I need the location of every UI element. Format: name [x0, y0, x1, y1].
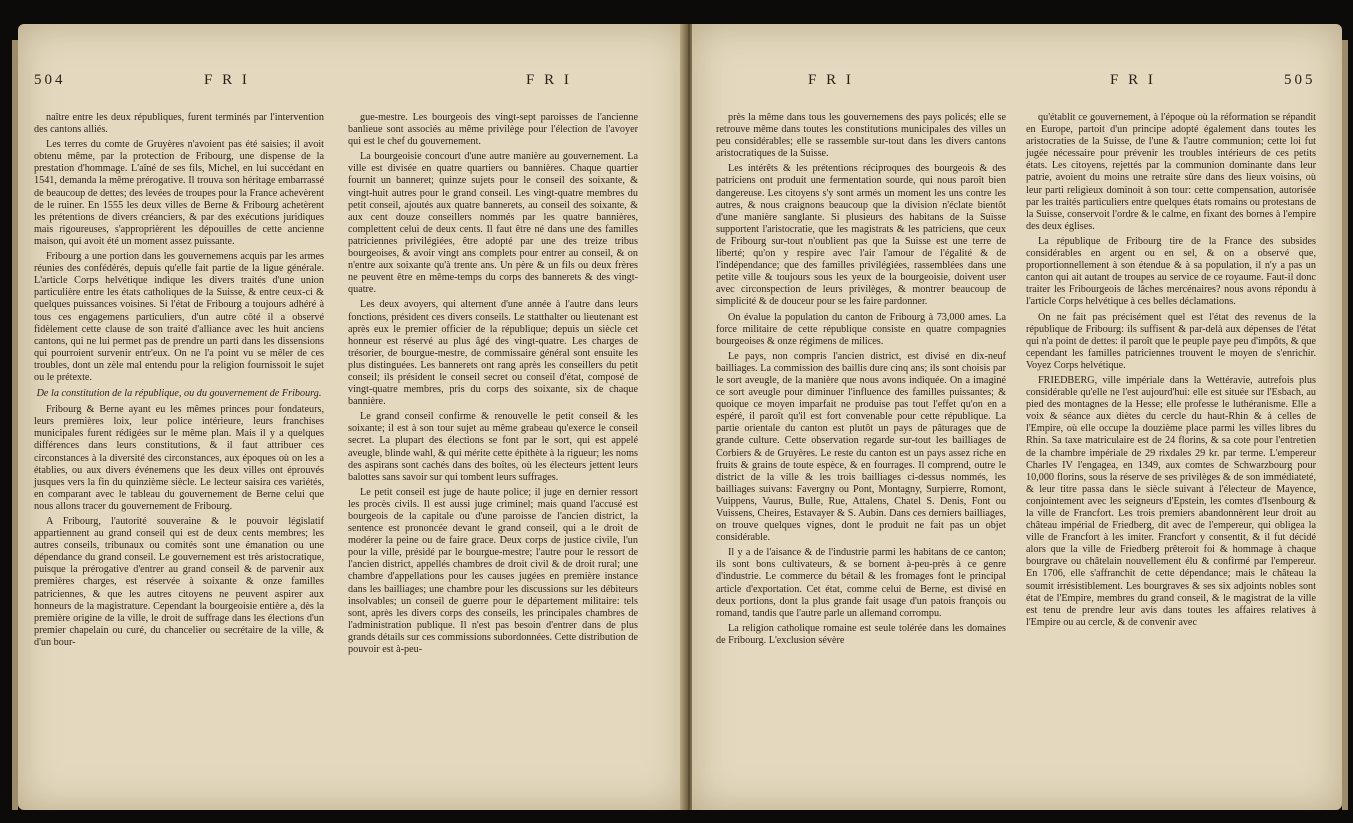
paragraph: FRIEDBERG, ville impériale dans la Wettéravie, autrefois plus considérable qu'elle ne l'est aujourd'hui: elle est située sur l'Esbach, au pied des montagnes de la Hesse; elle professe le luthéranisme. Elle a voix & séance aux diètes du cercle du haut-Rhin & à celles de l'Empire, où elle occupe la douzième place parmi les villes libres du Rhin. Sa taxe matriculaire est de 24 florins, & sa cote pour l'entretien de la chambre impériale de 29 rixdales 29 kr. par terme. L'empereur Charles IV l'engagea, en 1349, aux comtes de Schwarzbourg pour 10,000 florins, sous la réserve de ses privilèges & de son immédiateté, & leur titre passa dans le siècle suivant à l'électeur de Mayence, conjointement avec les seigneurs d'Epstein, les comtes d'Isenbourg & la ville de Francfort. Les trois premiers abandonnèrent leur droit au château impérial de Friedberg, dit avec de l'empereur, qui obligea la ville de Francfort à les imiter. Francfort y consentit, & il fut décidé alors que la ville de Friedberg prêteroit foi & hommage à chaque bourgrave ou châtelain nouvellement élu & confirmé par l'empereur. En 1706, elle s'affranchit de cette dépendance; mais le château la soumit irrésistiblement. Les bourgraves & ses six adjoints nobles sont état de l'Empire, membres du grand conseil, & le magistrat de la ville est tenu de prendre leur avis dans toutes les affaires relatives à l'Empire ou au cercle, & de convenir avec	[1026, 374, 1316, 628]
running-head-left-1: F R I	[204, 72, 250, 88]
right-column-1	[716, 112, 1006, 650]
running-head-left-2: F R I	[526, 72, 572, 88]
paragraph: A Fribourg, l'autorité souveraine & le pouvoir législatif appartiennent au grand conseil qui est de deux cents membres; les autres conseils, tribunaux ou comités sont une émanation ou une dépendance du grand conseil. Le gouvernement est très aristocratique, puisque la prérogative d'entrer au grand conseil & de parvenir aux premières charges, est réservée à soixante & onze familles patriciennes, & que les autres citoyens ne peuvent aspirer aux honneurs de la magistrature. Cependant la bourgeoisie entière a, dès la première origine de la ville, le droit de suffrage dans les élections d'un premier chapelain ou curé, du chancelier ou secrétaire de la ville, & d'un bour-	[34, 516, 324, 648]
paragraph: Les deux avoyers, qui alternent d'une année à l'autre dans leurs fonctions, président ces divers conseils. Le statthalter ou lieutenant est après eux le premier officier de la république; depuis un siècle cet honneur est réservé au plus âgé des vingt-quatre. Les charges de trésorier, de bourgue-mestre, de commissaire général sont ensuite les plus distinguées. Les bannerets ont rang après les conseillers du petit conseil; ils président le conseil secret ou conseil d'état, composé de vingt-quatre membres, pris du corps des soixante, six de chaque bannière.	[348, 299, 638, 408]
page-number-left: 504	[34, 72, 66, 88]
page-number-right: 505	[1284, 72, 1316, 88]
paragraph: Fribourg & Berne ayant eu les mêmes princes pour fondateurs, leurs premières loix, leur police intérieure, leurs franchises municipales furent rédigées sur le même plan. Mais il y a quelques différences dans leurs constitutions, & il faut attribuer ces circonstances à la diversité des circonstances, aux époques où on les a établies, ou aux divers événemens que les deux villes ont éprouvés jusques vers la fin du quinzième siècle. Le lecteur saisira ces variétés, en comparant avec le tableau du gouvernement de Berne celui que nous allons tracer du gouvernement de Fribourg.	[34, 404, 324, 512]
paragraph: On évalue la population du canton de Fribourg à 73,000 ames. La force militaire de cette république consiste en quatre compagnies bourgeoises & onze régimens de milices.	[716, 311, 1006, 347]
section-heading: De la constitution de la république, ou du gouvernement de Fribourg.	[36, 388, 322, 400]
paragraph: gue-mestre. Les bourgeois des vingt-sept paroisses de l'ancienne banlieue sont associés au même privilège pour l'élection de l'avoyer qui est le chef du gouvernement.	[348, 112, 638, 148]
paragraph: Le petit conseil est juge de haute police; il juge en dernier ressort les procès civils. Il est aussi juge criminel; mais quand l'accusé est bourgeois de la capitale ou d'une paroisse de l'ancien district, la sentence est prononcée devant le grand conseil, qui a le droit de modérer la peine ou de faire grace. Deux corps de justice civile, l'un pour la ville, présidé par le bourgue-mestre; l'autre pour le ressort de l'ancien district, appellés chambres de droit civil & de droit rural; une chambre d'appellations pour les causes jugées en première instance dans les bailliages; une chambre pour les discussions sur les débiteurs insolvables; un conseil de guerre pour le département militaire: tels sont, après les divers corps des conseils, les principales chambres de l'administration publique. Il n'est pas besoin d'entrer dans de plus grands détails sur ces commissions subordonnées. Cette distribution de pouvoir est à-peu-	[348, 486, 638, 656]
left-column-1	[34, 112, 324, 652]
paragraph: La religion catholique romaine est seule tolérée dans les domaines de Fribourg. L'exclusion sévère	[716, 622, 1006, 646]
paragraph: Il y a de l'aisance & de l'industrie parmi les habitans de ce canton; ils sont bons cultivateurs, & se bornent à-peu-près à ce genre d'industrie. Le commerce du bétail & les fromages font le principal article d'exportation. Cet état, comme celui de Berne, est divisé en deux portions, dont la plus grande fait usage d'un patois françois ou romand, tandis que l'autre parle un allemand corrompu.	[716, 547, 1006, 619]
paragraph: On ne fait pas précisément quel est l'état des revenus de la république de Fribourg: ils suffisent & par-delà aux dépenses de l'état qui n'a point de dettes: il paroît que le peuple paye peu d'impôts, & que cependant les familles patriciennes trouvent le moyen de s'enrichir. Voyez Corps helvétique.	[1026, 311, 1316, 371]
running-head-right-1: F R I	[808, 72, 854, 88]
paragraph: près la même dans tous les gouvernemens des pays policés; elle se retrouve même dans toutes les constitutions municipales des villes un peu considérables; elle se rassemble sur-tout dans les divers cantons aristocratiques de la Suisse.	[716, 112, 1006, 160]
paragraph: Le pays, non compris l'ancien district, est divisé en dix-neuf bailliages. La commission des baillis dure cinq ans; ils sont choisis par le sort aveugle, de la manière que nous avons indiquée. On a imaginé ce sort aveugle pour diminuer l'influence des familles puissantes; & quoique ce moyen imparfait ne produise pas tout l'effet qu'on en a espéré, il paroît qu'il est fort convenable pour cette république. La partie orientale du canton est plutôt un pays de pâturages que de grande culture. Cette observation regarde sur-tout les bailliages de Corbiers & de Gruyères. Le reste du canton est un pays assez riche en fruits & grains de toute espèce, & en fourrages. Il comprend, outre le district de la ville & les trois bailliages ci-dessus nommés, les bailliages suivans: Favergny ou Pont, Montagny, Surpierre, Romont, Vuippens, Vaurus, Bulle, Rue, Attalens, Chatel S. Denis, Font ou Vuissens, Cheires, Estavayer & S. Aubin. Dans ces derniers bailliages, on trouve quelques vignes, dont le produit ne fait pas un objet considérable.	[716, 350, 1006, 544]
running-head-right-2: F R I	[1110, 72, 1156, 88]
paragraph: La bourgeoisie concourt d'une autre manière au gouvernement. La ville est divisée en quatre quartiers ou bannières. Chaque quartier fournit un banneret; quinze sujets pour le conseil des soixante, & vingt-huit autres pour le grand conseil. Les vingt-quatre membres du petit conseil, ajoutés aux quatre bannerets, au conseil des soixante, & aux cent douze conseillers nommés par les quatre bannières, complettent celui de deux cents. Il faut être né dans une des familles patriciennes privilégiées, être adopté par une des treize tribus bourgeoises, & avoir vingt ans complets pour entrer au conseil, & on n'entre aux soixante qu'à trente ans. Un père & un fils ou deux frères ne peuvent être en même-temps du corps des bannerets & des vingt-quatre.	[348, 151, 638, 296]
right-column-2	[1026, 112, 1316, 632]
right-page-edge	[1342, 40, 1348, 810]
paragraph: La république de Fribourg tire de la France des subsides considérables en argent ou en sel, & on a observé que, proportionnellement à son étendue & à sa population, il n'y a pas un canton qui ait autant de troupes au service de ce royaume. Faut-il donc traiter les Fribourgeois de lâches mercénaires? nous avons répondu à l'article Corps helvétique à ces belles déclamations.	[1026, 235, 1316, 308]
paragraph: naître entre les deux républiques, furent terminés par l'intervention des cantons alliés.	[34, 112, 324, 136]
paragraph: Les terres du comte de Gruyères n'avoient pas été saisies; il avoit obtenu même, par la protection de Fribourg, une dispense de la prestation d'hommage. L'aîné de ses fils, Michel, en lui succédant en 1541, demanda la même prérogative. Il trouva son héritage embarrassé de beaucoup de dettes; des levées de troupes pour la France achevèrent de le ruiner. En 1555 les deux villes de Berne & Fribourg achetèrent les prétentions de divers créanciers, & par des exécutions juridiques mais rigoureuses, s'approprièrent les dépouilles de cette ancienne maison, qui avoit été un moment assez puissante.	[34, 139, 324, 247]
paragraph: Fribourg a une portion dans les gouvernemens acquis par les armes réunies des confédérés, depuis qu'elle fait partie de la ligue générale. L'article Corps helvétique indique les divers traités d'une union particulière entre les états catholiques de la Suisse, & entre ceux-ci & quelques puissances voisines. Si l'état de Fribourg a toujours adhéré à tous ces engagemens particuliers, d'un autre côté il a observé fidèlement cette clause de son traité d'alliance avec les huit anciens cantons, qui ne lui permet pas de prendre un parti dans les dissensions qui pourroient survenir entr'eux. On ne l'a point vu se mêler de ces troubles, dont un zèle mal entendu pour la religion fournissoit le sujet ou le prétexte.	[34, 251, 324, 383]
paragraph: Les intérêts & les prétentions réciproques des bourgeois & des patriciens ont produit une fermentation sourde, qui nous paroît bien dangereuse. Les citoyens s'y sont armés un moment les uns contre les autres, & nous craignons beaucoup que la division n'éclate bientôt d'une manière sanglante. Si plusieurs des habitans de la Suisse supportent l'aristocratie, que les magistrats & les patriciens, que ceux de Fribourg sur-tout n'oublient pas que la Suisse est une terre de liberté; qu'on y respire avec l'air l'amour de l'égalité & de l'indépendance; que des familles privilégiées, rassemblées dans une petite ville & toujours sous les yeux de la bourgeoisie, doivent user avec circonspection de leurs privilèges, & montrer beaucoup de simplicité & de douceur pour se les faire pardonner.	[716, 163, 1006, 308]
left-page	[18, 24, 686, 810]
paragraph: Le grand conseil confirme & renouvelle le petit conseil & les soixante; il est à son tour sujet au même grabeau qu'exerce le conseil secret. La plupart des élections se font par le sort, qui est appelé aveugle, blinde wahl, & qui mérite cette épithète à la rigueur; les noms des aspirans sont cachés dans des boîtes, où les électeurs jettent leurs balottes sans savoir sur qui tombent leurs suffrages.	[348, 411, 638, 483]
paragraph: qu'établit ce gouvernement, à l'époque où la réformation se répandit en Europe, partoit d'un principe adopté également dans toutes les aristocraties de la Suisse, de l'une & l'autre communion; cette loi fut jugée nécessaire pour prévenir les troubles intérieurs de ces petits états. Les citoyens, rejettés par la communion dominante dans leur patrie, avoient du moins une retraite sûre dans des lieux voisins, où leur parti religieux dominoit à son tour: cette compensation, autorisée par les traités particuliers entre quelques états romains ou protestans de la Suisse, conservoit l'ordre & le calme, en fixant des bornes à l'empire des deux églises.	[1026, 112, 1316, 232]
left-column-2	[348, 112, 638, 659]
right-page	[692, 24, 1342, 810]
